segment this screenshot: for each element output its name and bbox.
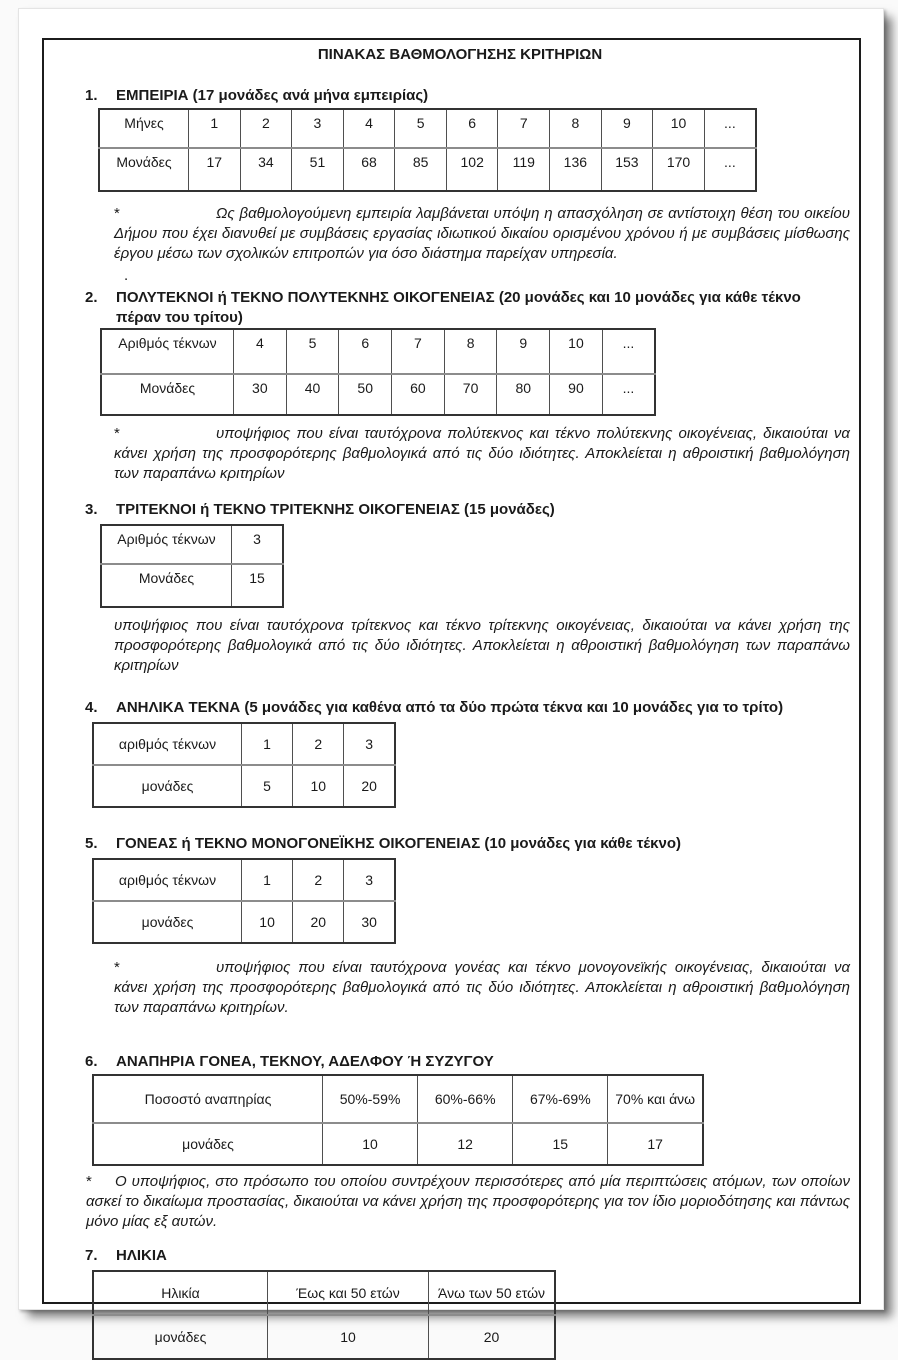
note-text: υποψήφιος που είναι ταυτόχρονα τρίτεκνος και τέκνο τρίτεκνης οικογένειας, δικαιούται να κάνει χρήση της προσφορότερης βαθμολογικά από τις δύο ιδιότητες. Αποκλείεται η αθροιστική βαθμολόγηση των παραπάνω κριτηρίων: [114, 617, 850, 674]
table-cell: 34: [240, 148, 292, 191]
table-cell: 10: [653, 109, 705, 148]
table-row: [101, 525, 283, 564]
disability-points-table: [92, 1074, 704, 1166]
table-row: [99, 148, 756, 191]
note: [86, 1172, 850, 1232]
section-number: 7.: [85, 1247, 98, 1264]
table-cell: 70: [444, 374, 497, 415]
experience-points-table: [98, 108, 757, 192]
table-row-label: αριθμός τέκνων: [93, 859, 242, 901]
table-cell: 4: [343, 109, 395, 148]
table-row: [93, 723, 395, 765]
table-cell: 67%-69%: [513, 1075, 608, 1123]
section-polyteknoi: [85, 288, 850, 484]
note-text: υποψήφιος που είναι ταυτόχρονα πολύτεκνος και τέκνο πολύτεκνης οικογένειας, δικαιούται να κάνει χρήση της προσφορότερης βαθμολογικά από τις δύο ιδιότητες. Αποκλείεται η αθροιστική βαθμολόγηση των παραπάνω κριτηρίων: [114, 425, 850, 482]
table-cell: 80: [497, 374, 550, 415]
table-cell: 20: [429, 1315, 556, 1359]
note: [114, 616, 850, 676]
table-cell: 10: [293, 765, 344, 807]
section-number: 2.: [85, 289, 98, 306]
triteknoi-points-table: [100, 524, 284, 608]
section-number: 5.: [85, 835, 98, 852]
table-cell: 10: [268, 1315, 429, 1359]
table-row-label: Ηλικία: [93, 1271, 268, 1315]
table-row: [93, 765, 395, 807]
table-cell: 20: [293, 901, 344, 943]
stray-period: .: [124, 267, 129, 284]
table-cell: 10: [550, 329, 603, 374]
table-cell: 3: [292, 109, 344, 148]
note: [114, 958, 850, 1018]
note-text: Ως βαθμολογούμενη εμπειρία λαμβάνεται υπόψη η απασχόληση σε αντίστοιχη θέση του οικείου Δήμου που έχει διανυθεί με συμβάσεις εργασίας ιδιωτικού δικαίου ορισμένου χρόνου ή με συμβάσεις μίσθωσης έργου μέσω των σχολικών επιτροπών για όσο διάστημα παρείχαν υπηρεσία.: [114, 205, 850, 262]
table-cell: 102: [446, 148, 498, 191]
section-age: [85, 1246, 835, 1360]
section-heading: ΠΟΛΥΤΕΚΝΟΙ ή ΤΕΚΝΟ ΠΟΛΥΤΕΚΝΗΣ ΟΙΚΟΓΕΝΕΙΑΣ (20 μονάδες και 10 μονάδες για κάθε τέκνο πέραν του τρίτου): [116, 289, 801, 326]
table-cell: 50%-59%: [323, 1075, 418, 1123]
table-cell: 10: [323, 1123, 418, 1165]
table-cell: 17: [608, 1123, 703, 1165]
table-cell: 4: [234, 329, 287, 374]
table-row-label: Μονάδες: [101, 564, 232, 607]
table-cell: 8: [550, 109, 602, 148]
minor-children-points-table: [92, 722, 396, 808]
table-cell: 51: [292, 148, 344, 191]
table-cell: 6: [339, 329, 392, 374]
table-cell: 10: [242, 901, 293, 943]
table-cell: ...: [704, 148, 756, 191]
table-row: [93, 1271, 555, 1315]
note: [114, 204, 850, 264]
table-row-label: μονάδες: [93, 1123, 323, 1165]
table-row: [101, 564, 283, 607]
table-row-label: Μονάδες: [101, 374, 234, 415]
section-heading-row: [85, 1246, 835, 1266]
table-cell: 3: [232, 525, 284, 564]
table-cell: ...: [602, 329, 655, 374]
table-row-label: Ποσοστό αναπηρίας: [93, 1075, 323, 1123]
section-heading: ΤΡΙΤΕΚΝΟΙ ή ΤΕΚΝΟ ΤΡΙΤΕΚΝΗΣ ΟΙΚΟΓΕΝΕΙΑΣ (15 μονάδες): [116, 501, 555, 518]
table-cell: 136: [550, 148, 602, 191]
table-row-label: μονάδες: [93, 901, 242, 943]
table-row: [101, 374, 655, 415]
note-marker: *: [114, 205, 120, 222]
note-marker: *: [86, 1173, 92, 1190]
table-cell: 1: [242, 723, 293, 765]
table-cell: 30: [344, 901, 395, 943]
table-cell: 153: [601, 148, 653, 191]
table-cell: 3: [344, 723, 395, 765]
table-cell: 5: [242, 765, 293, 807]
table-row: [93, 1315, 555, 1359]
section-heading-row: [85, 500, 835, 520]
document-page: [18, 8, 884, 1345]
single-parent-points-table: [92, 858, 396, 944]
polyteknoi-points-table: [100, 328, 656, 416]
section-heading: ΑΝΗΛΙΚΑ ΤΕΚΝΑ (5 μονάδες για καθένα από τα δύο πρώτα τέκνα και 10 μονάδες για το τρίτο): [116, 699, 784, 716]
section-single-parent: [85, 834, 850, 1018]
table-cell: 8: [444, 329, 497, 374]
note-text: Ο υποψήφιος, στο πρόσωπο του οποίου συντρέχουν περισσότερες από μία περιπτώσεις ατόμων, των οποίων ασκεί το δικαίωμα προστασίας, δικαιούται να κάνει χρήση της προσφορότερης για τον ίδιο μοριοδότησης και πάντως μόνο μίας εξ αυτών.: [86, 1173, 850, 1230]
section-heading-row: [85, 86, 835, 106]
note-marker: *: [114, 959, 120, 976]
table-cell: 85: [395, 148, 447, 191]
table-cell: Έως και 50 ετών: [268, 1271, 429, 1315]
page-content: [44, 40, 859, 1360]
table-cell: 5: [286, 329, 339, 374]
section-disability: [85, 1052, 850, 1232]
table-cell: Άνω των 50 ετών: [429, 1271, 556, 1315]
table-row: [93, 901, 395, 943]
section-heading-row: [85, 698, 835, 718]
table-cell: 30: [234, 374, 287, 415]
table-row: [93, 859, 395, 901]
table-cell: ...: [704, 109, 756, 148]
table-row-label: μονάδες: [93, 1315, 268, 1359]
document-title: ΠΙΝΑΚΑΣ ΒΑΘΜΟΛΟΓΗΣΗΣ ΚΡΙΤΗΡΙΩΝ: [317, 46, 603, 63]
table-cell: ...: [602, 374, 655, 415]
table-cell: 9: [601, 109, 653, 148]
table-cell: 12: [418, 1123, 513, 1165]
note: [114, 424, 850, 484]
table-row: [101, 329, 655, 374]
section-heading-row: [85, 1052, 835, 1072]
section-heading: ΑΝΑΠΗΡΙΑ ΓΟΝΕΑ, ΤΕΚΝΟΥ, ΑΔΕΛΦΟΥ Ή ΣΥΖΥΓΟΥ: [116, 1053, 494, 1070]
table-cell: 7: [498, 109, 550, 148]
table-cell: 170: [653, 148, 705, 191]
section-heading: ΗΛΙΚΙΑ: [116, 1247, 167, 1264]
table-cell: 2: [293, 859, 344, 901]
table-cell: 40: [286, 374, 339, 415]
table-row: [93, 1075, 703, 1123]
section-heading: ΕΜΠΕΙΡΙΑ (17 μονάδες ανά μήνα εμπειρίας): [116, 87, 429, 104]
table-cell: 15: [513, 1123, 608, 1165]
table-cell: 15: [232, 564, 284, 607]
table-row-label: Μονάδες: [99, 148, 189, 191]
table-row-label: μονάδες: [93, 765, 242, 807]
table-cell: 119: [498, 148, 550, 191]
table-cell: 1: [242, 859, 293, 901]
table-cell: 90: [550, 374, 603, 415]
table-cell: 68: [343, 148, 395, 191]
table-cell: 7: [392, 329, 445, 374]
table-row: [99, 109, 756, 148]
table-cell: 5: [395, 109, 447, 148]
section-triteknoi: [85, 500, 850, 676]
section-number: 4.: [85, 699, 98, 716]
page-border-frame: [42, 38, 861, 1345]
note-text: υποψήφιος που είναι ταυτόχρονα γονέας και τέκνο μονογονεϊκής οικογένειας, δικαιούται να κάνει χρήση της προσφορότερης βαθμολογικά από τις δύο ιδιότητες. Αποκλείεται η αθροιστική βαθμολόγηση των παραπάνω κριτηρίων.: [114, 959, 850, 1016]
section-heading: ΓΟΝΕΑΣ ή ΤΕΚΝΟ ΜΟΝΟΓΟΝΕΪΚΗΣ ΟΙΚΟΓΕΝΕΙΑΣ (10 μονάδες για κάθε τέκνο): [116, 835, 682, 852]
table-cell: 17: [189, 148, 241, 191]
table-cell: 60%-66%: [418, 1075, 513, 1123]
table-cell: 9: [497, 329, 550, 374]
table-row: [93, 1123, 703, 1165]
table-cell: 6: [446, 109, 498, 148]
section-number: 1.: [85, 87, 98, 104]
section-number: 3.: [85, 501, 98, 518]
table-cell: 50: [339, 374, 392, 415]
section-minor-children: [85, 698, 835, 808]
age-points-table: [92, 1270, 556, 1360]
table-cell: 1: [189, 109, 241, 148]
section-heading-row: [85, 834, 835, 854]
section-number: 6.: [85, 1053, 98, 1070]
section-experience: [85, 86, 850, 284]
table-row-label: Μήνες: [99, 109, 189, 148]
table-row-label: αριθμός τέκνων: [93, 723, 242, 765]
table-cell: 70% και άνω: [608, 1075, 703, 1123]
table-cell: 2: [293, 723, 344, 765]
table-row-label: Αριθμός τέκνων: [101, 525, 232, 564]
note-marker: *: [114, 425, 120, 442]
table-cell: 3: [344, 859, 395, 901]
table-row-label: Αριθμός τέκνων: [101, 329, 234, 374]
table-cell: 2: [240, 109, 292, 148]
section-heading-row: [85, 288, 835, 328]
table-cell: 20: [344, 765, 395, 807]
table-cell: 60: [392, 374, 445, 415]
